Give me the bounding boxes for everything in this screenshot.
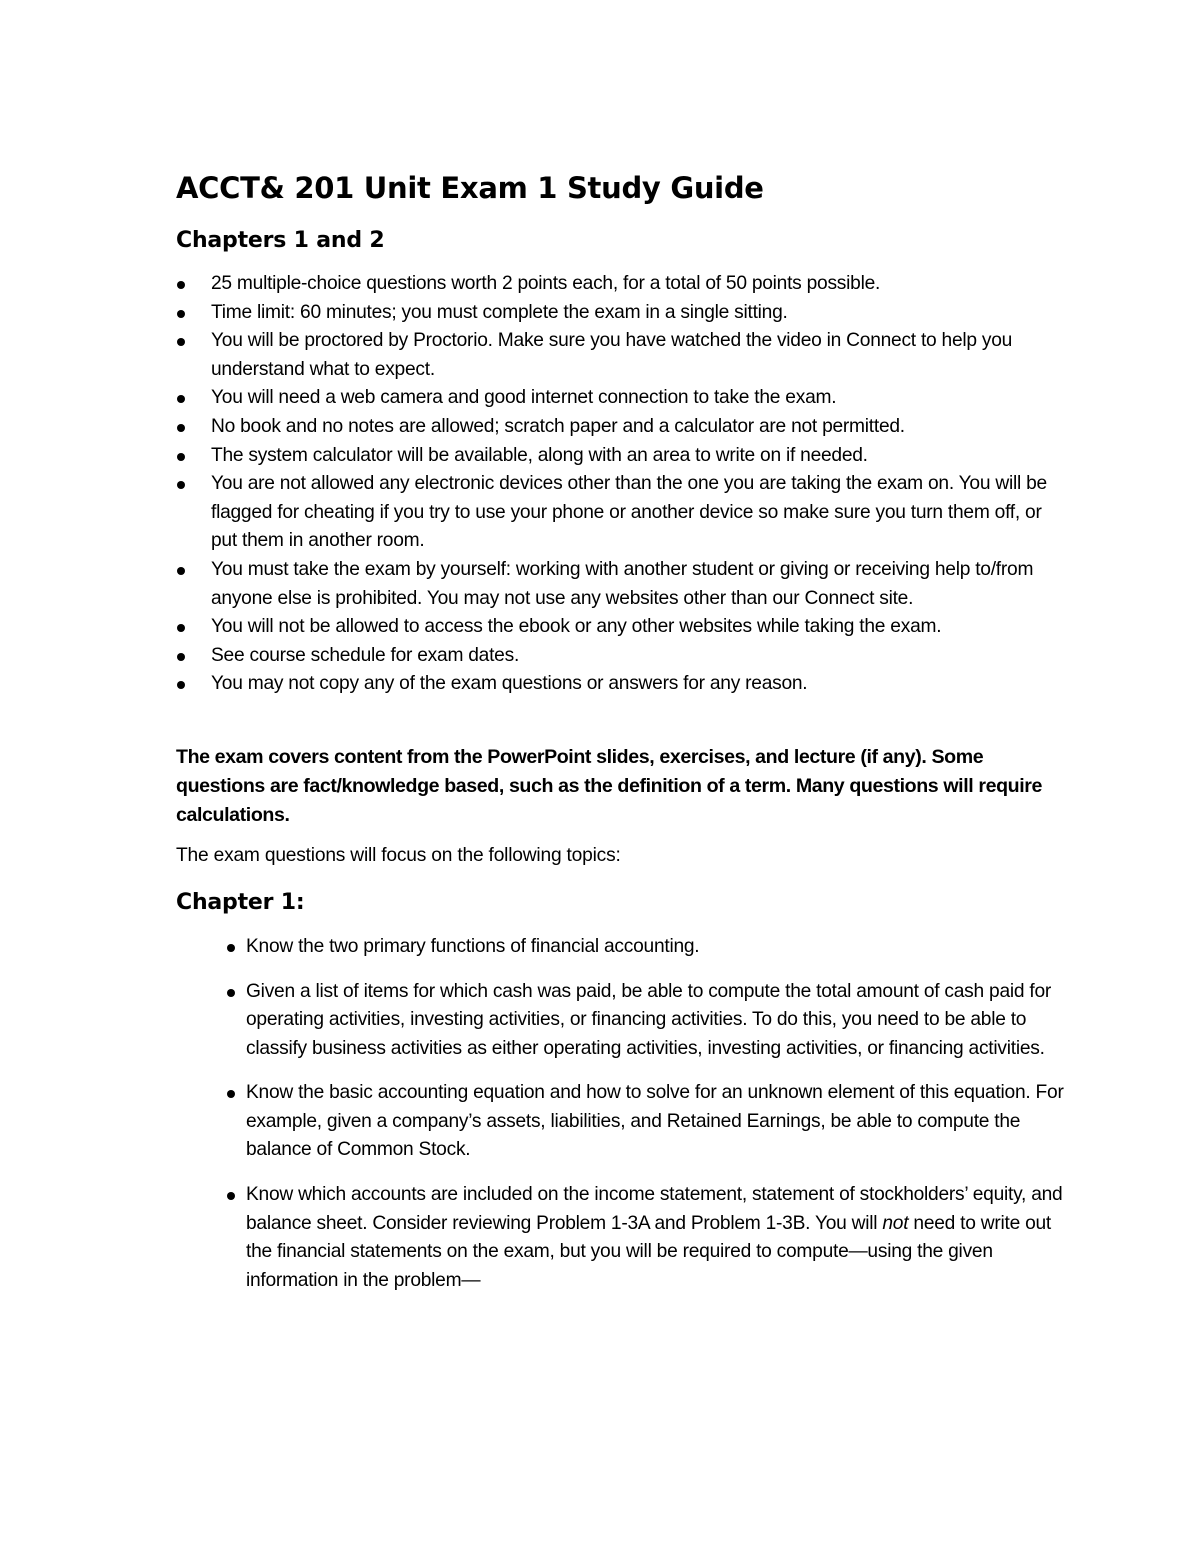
list-item: You must take the exam by yourself: working with another student or giving or receiving help to/from anyone else is prohibited. You may not use any websites other than our Connect site. [176,556,1066,613]
topic-emphasis: not [882,1212,909,1234]
list-item: Given a list of items for which cash was paid, be able to compute the total amount of cash paid for operating activities, investing activities, or financing activities. To do this, you need to be able to classify business activities as either operating activities, investing activities, or financing activities. [176,978,1066,1064]
document-title: ACCT& 201 Unit Exam 1 Study Guide [176,171,764,205]
topic-text-before: Know which accounts are included on the income statement, statement of stockholders’ equity, and balance sheet. Consider reviewing Problem 1-3A and Problem 1-3B. You will [246,1184,1063,1234]
list-item: No book and no notes are allowed; scratch paper and a calculator are not permitted. [176,413,1066,442]
list-item [176,1181,1066,1295]
list-item: You are not allowed any electronic devices other than the one you are taking the exam on. You will be flagged for cheating if you try to use your phone or another device so make sure you turn them off, or put them in another room. [176,470,1066,556]
list-item: Time limit: 60 minutes; you must complete the exam in a single sitting. [176,299,1066,328]
document-page [176,168,1066,1311]
chapter-1-topics [176,933,1066,1296]
topics-intro: The exam questions will focus on the following topics: [176,844,621,866]
list-item: You may not copy any of the exam questions or answers for any reason. [176,670,1066,699]
list-item: See course schedule for exam dates. [176,642,1066,671]
list-item: Know the two primary functions of financial accounting. [176,933,1066,962]
topic-text-after: need to write out the financial statements on the exam, but you will be required to compute—using the given information in the problem— [246,1212,1052,1291]
coverage-note: The exam covers content from the PowerPoint slides, exercises, and lecture (if any). Some questions are fact/knowledge based, such as the definition of a term. Many questions will require calculations. [176,745,1042,826]
chapters-subtitle: Chapters 1 and 2 [176,228,385,253]
list-item: The system calculator will be available, along with an area to write on if needed. [176,442,1066,471]
list-item: 25 multiple-choice questions worth 2 points each, for a total of 50 points possible. [176,270,1066,299]
list-item: You will not be allowed to access the ebook or any other websites while taking the exam. [176,613,1066,642]
list-item: You will be proctored by Proctorio. Make sure you have watched the video in Connect to help you understand what to expect. [176,327,1066,384]
list-item: Know the basic accounting equation and how to solve for an unknown element of this equation. For example, given a company’s assets, liabilities, and Retained Earnings, be able to compute the balance of Common Stock. [176,1079,1066,1165]
list-item: You will need a web camera and good internet connection to take the exam. [176,384,1066,413]
exam-rules-list [176,270,1066,699]
chapter-1-heading: Chapter 1: [176,889,305,915]
